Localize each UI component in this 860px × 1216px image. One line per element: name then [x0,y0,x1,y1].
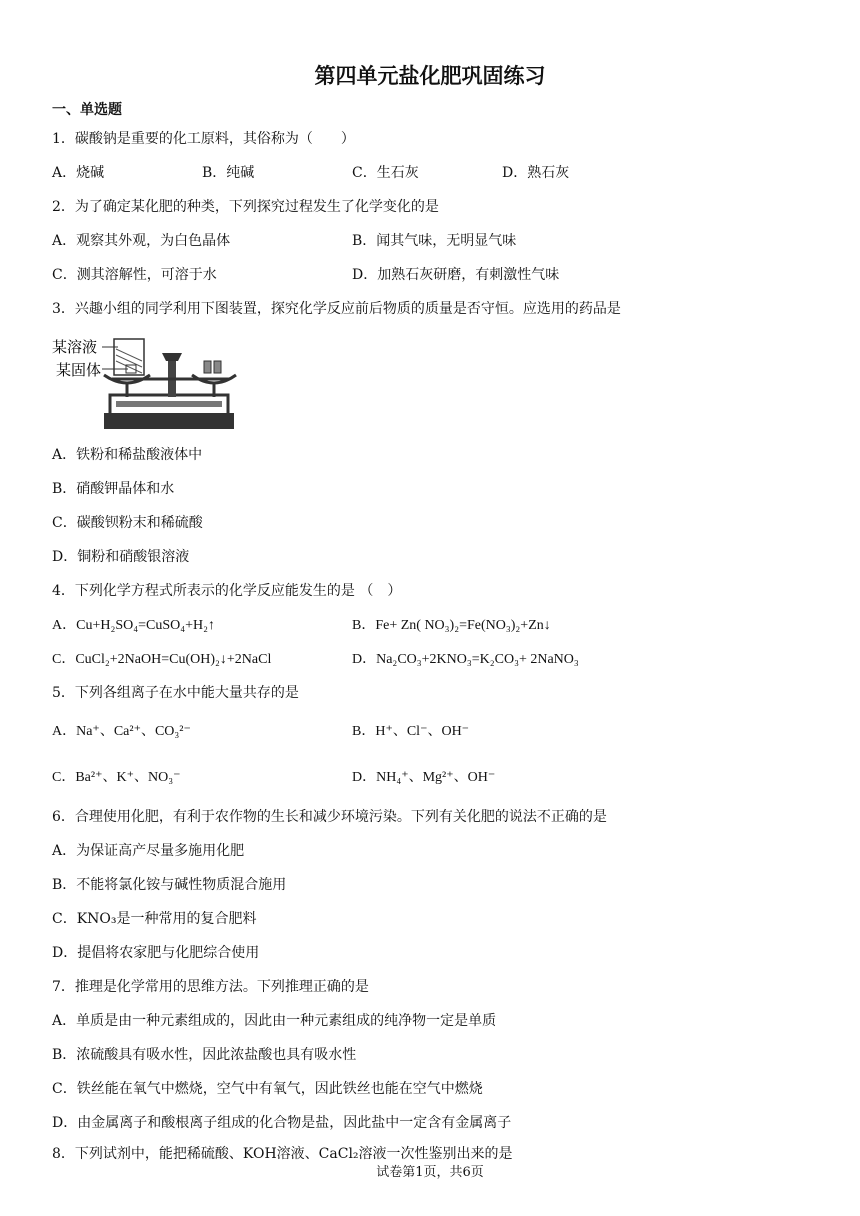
q4-option-b: B．Fe+ Zn( NO₃)₂=Fe(NO₃)₂+Zn↓ [352,618,551,633]
figure-label-solid: 某固体 [56,361,102,379]
q4-option-d: D．Na₂CO₃+2KNO₃=K₂CO₃+ 2NaNO₃ [352,652,579,667]
q4-option-a: A．Cu+H₂SO₄=CuSO₄+H₂↑ [52,618,216,633]
question-2-stem: 2．为了确定某化肥的种类，下列探究过程发生了化学变化的是 [52,199,439,215]
q7-option-d: D．由金属离子和酸根离子组成的化合物是盐，因此盐中一定含有金属离子 [52,1115,512,1131]
q1-option-b: B．纯碱 [202,165,255,181]
q7-option-c: C．铁丝能在氧气中燃烧，空气中有氧气，因此铁丝也能在空气中燃烧 [52,1081,483,1097]
question-4-stem: 4．下列化学方程式所表示的化学反应能发生的是 （ ） [52,583,402,599]
question-3-stem: 3．兴趣小组的同学利用下图装置，探究化学反应前后物质的质量是否守恒。应选用的药品是 [52,301,621,317]
balance-apparatus-figure [52,335,240,435]
q5-option-a: A．Na⁺、Ca²⁺、CO₃²⁻ [52,724,191,739]
q3-option-a: A．铁粉和稀盐酸液体中 [52,447,203,463]
q1-option-c: C．生石灰 [352,165,419,181]
figure-label-solution: 某溶液 [52,338,98,356]
question-8-stem: 8．下列试剂中，能把稀硫酸、KOH溶液、CaCl₂溶液一次性鉴别出来的是 [52,1146,513,1162]
q6-option-c: C．KNO₃是一种常用的复合肥料 [52,911,257,927]
q1-option-d: D．熟石灰 [502,165,570,181]
q6-option-a: A．为保证高产尽量多施用化肥 [52,843,245,859]
q2-option-a: A．观察其外观，为白色晶体 [52,233,231,249]
page-title: 第四单元盐化肥巩固练习 [314,64,546,88]
q3-option-b: B．硝酸钾晶体和水 [52,481,175,497]
question-7-stem: 7．推理是化学常用的思维方法。下列推理正确的是 [52,979,369,995]
question-5-stem: 5．下列各组离子在水中能大量共存的是 [52,685,299,701]
q2-option-c: C．测其溶解性，可溶于水 [52,267,217,283]
section-heading: 一、单选题 [52,102,122,118]
q5-option-d: D．NH₄⁺、Mg²⁺、OH⁻ [352,770,496,785]
q5-option-c: C．Ba²⁺、K⁺、NO₃⁻ [52,770,181,785]
question-1-stem: 1．碳酸钠是重要的化工原料，其俗称为（ ） [52,131,355,147]
q2-option-b: B．闻其气味，无明显气味 [352,233,517,249]
q2-option-d: D．加熟石灰研磨，有刺激性气味 [352,267,560,283]
q5-option-b: B．H⁺、Cl⁻、OH⁻ [352,724,470,739]
q6-option-b: B．不能将氯化铵与碱性物质混合施用 [52,877,287,893]
page-footer: 试卷第1页，共6页 [376,1165,484,1180]
q6-option-d: D．提倡将农家肥与化肥综合使用 [52,945,260,961]
question-6-stem: 6．合理使用化肥，有利于农作物的生长和减少环境污染。下列有关化肥的说法不正确的是 [52,809,607,825]
q3-option-d: D．铜粉和硝酸银溶液 [52,549,190,565]
q3-option-c: C．碳酸钡粉末和稀硫酸 [52,515,203,531]
q7-option-b: B．浓硫酸具有吸水性，因此浓盐酸也具有吸水性 [52,1047,357,1063]
q1-option-a: A．烧碱 [52,165,105,181]
q7-option-a: A．单质是由一种元素组成的，因此由一种元素组成的纯净物一定是单质 [52,1013,497,1029]
q4-option-c: C．CuCl₂+2NaOH=Cu(OH)₂↓+2NaCl [52,652,272,667]
